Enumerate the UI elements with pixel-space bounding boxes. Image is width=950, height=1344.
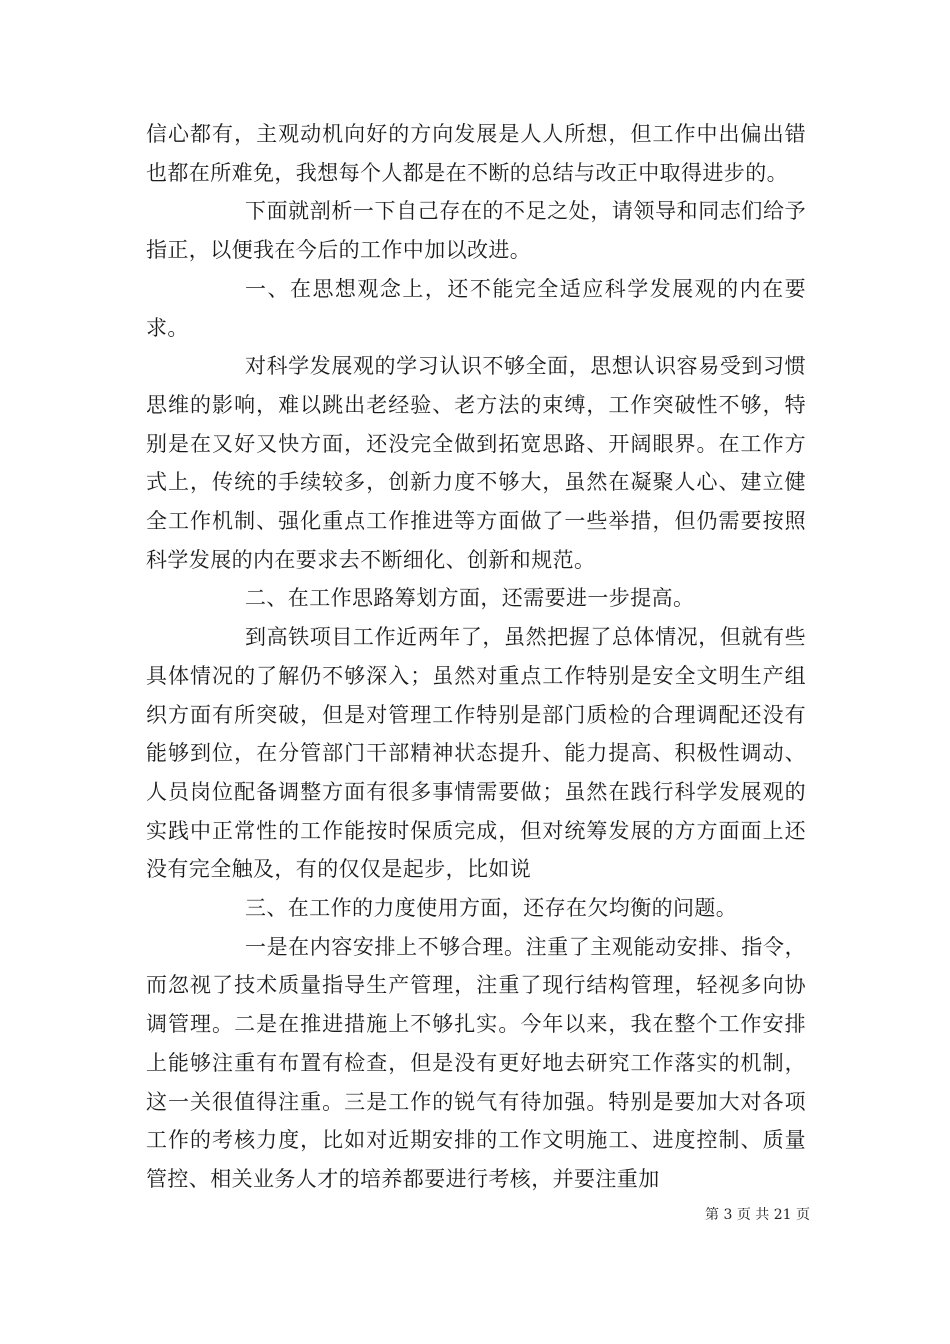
paragraph-1: 信心都有，主观动机向好的方向发展是人人所想，但工作中出偏出错也都在所难免，我想每个人都是在不断的总结与改正中取得进步的。 [146,122,806,185]
section-heading-3: 三、在工作的力度使用方面，还存在欠均衡的问题。 [245,896,738,921]
paragraph-3: 对科学发展观的学习认识不够全面，思想认识容易受到习惯思维的影响，难以跳出老经验、老方法的束缚，工作突破性不够，特别是在又好又快方面，还没完全做到拓宽思路、开阔眼界。在工作方式上，传统的手续较多，创新力度不够大，虽然在凝聚人心、建立健全工作机制、强化重点工作推进等方面做了一些举措，但仍需要按照科学发展的内在要求去不断细化、创新和规范。 [146,354,806,572]
paragraph-4: 到高铁项目工作近两年了，虽然把握了总体情况，但就有些具体情况的了解仍不够深入；虽然对重点工作特别是安全文明生产组织方面有所突破，但是对管理工作特别是部门质检的合理调配还没有能够到位，在分管部门干部精神状态提升、能力提高、积极性调动、人员岗位配备调整方面有很多事情需要做；虽然在践行科学发展观的实践中正常性的工作能按时保质完成，但对统筹发展的方方面面上还没有完全触及，有的仅仅是起步，比如说 [146,625,806,882]
paragraph-5: 一是在内容安排上不够合理。注重了主观能动安排、指令，而忽视了技术质量指导生产管理，注重了现行结构管理，轻视多向协调管理。二是在推进措施上不够扎实。今年以来，我在整个工作安排上能够注重有布置有检查，但是没有更好地去研究工作落实的机制，这一关很值得注重。三是工作的锐气有待加强。特别是要加大对各项工作的考核力度，比如对近期安排的工作文明施工、进度控制、质量管控、相关业务人才的培养都要进行考核，并要注重加 [146,934,806,1191]
section-heading-2: 二、在工作思路筹划方面，还需要进一步提高。 [245,586,695,611]
document-body [146,115,806,1199]
section-heading-1: 一、在思想观念上，还不能完全适应科学发展观的内在要求。 [146,276,806,340]
page-number-footer: 第 3 页 共 21 页 [705,1207,810,1223]
paragraph-2: 下面就剖析一下自己存在的不足之处，请领导和同志们给予指正，以便我在今后的工作中加以改进。 [146,199,806,263]
